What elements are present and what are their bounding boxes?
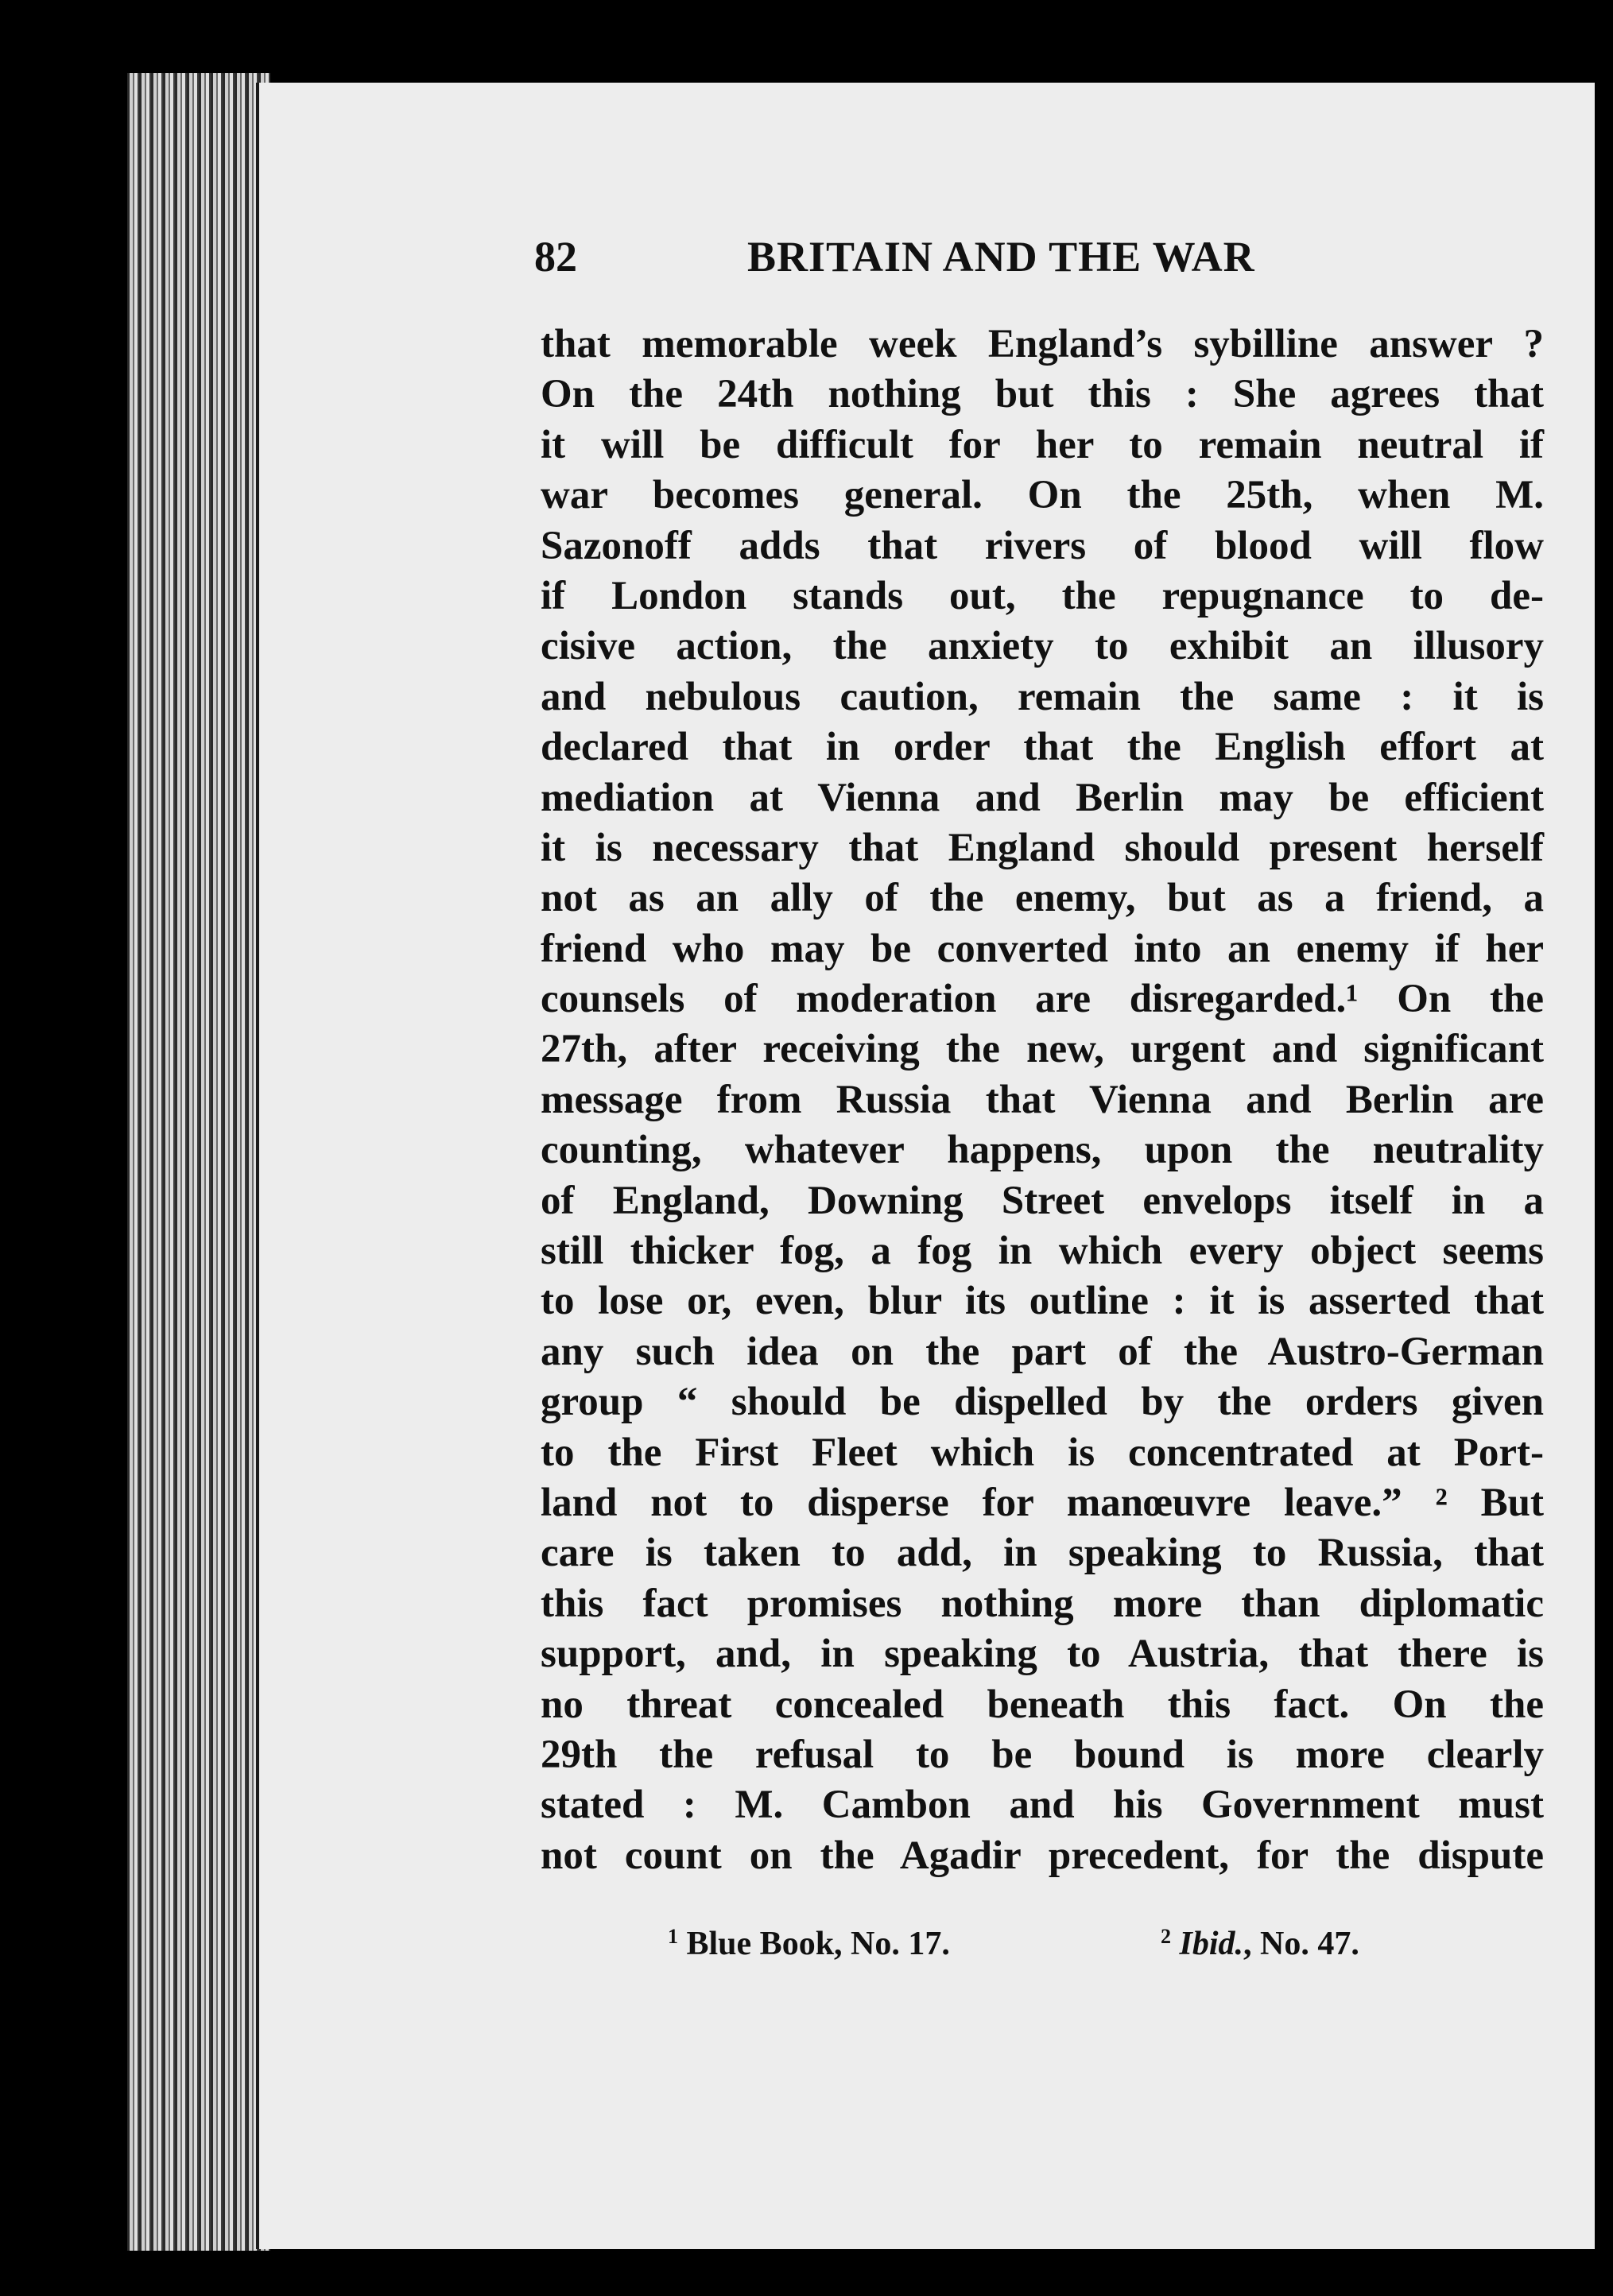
- text-line: and nebulous caution, remain the same : it is: [541, 674, 1544, 719]
- text-line: Sazonoff adds that rivers of blood will flow: [541, 523, 1544, 568]
- footnote-2-text: , No. 47.: [1243, 1926, 1359, 1962]
- footnote-2: [1161, 1925, 1359, 1963]
- page-edges: [127, 73, 270, 2251]
- text-line: declared that in order that the English effort at: [541, 725, 1544, 770]
- footnote-2-mark: 2: [1161, 1925, 1171, 1948]
- text-line: not count on the Agadir precedent, for the dispute: [541, 1833, 1544, 1878]
- text-line: not as an ally of the enemy, but as a friend, a: [541, 876, 1544, 921]
- footnote-1-text: Blue Book, No. 17.: [686, 1926, 950, 1962]
- text-line: no threat concealed beneath this fact. On the: [541, 1682, 1544, 1727]
- running-title: BRITAIN AND THE WAR: [747, 233, 1255, 281]
- footnote-1: [668, 1925, 950, 1963]
- text-line: care is taken to add, in speaking to Russia, that: [541, 1531, 1544, 1576]
- footnotes: [668, 1925, 1463, 1973]
- text-line: any such idea on the part of the Austro-German: [541, 1329, 1544, 1374]
- text-line: On the 24th nothing but this : She agrees that: [541, 372, 1544, 417]
- text-line: support, and, in speaking to Austria, that there is: [541, 1632, 1544, 1677]
- text-line: it is necessary that England should present herself: [541, 825, 1544, 870]
- text-line: that memorable week England’s sybilline answer ?: [541, 322, 1544, 366]
- text-line: it will be difficult for her to remain neutral if: [541, 422, 1544, 467]
- footnote-1-mark: 1: [668, 1925, 678, 1948]
- text-line: cisive action, the anxiety to exhibit an illusory: [541, 624, 1544, 669]
- text-line: war becomes general. On the 25th, when M.: [541, 473, 1544, 518]
- text-line: group “ should be dispelled by the orders given: [541, 1380, 1544, 1425]
- body-text: [541, 319, 1544, 1881]
- text-line: counting, whatever happens, upon the neutrality: [541, 1128, 1544, 1173]
- text-line: if London stands out, the repugnance to de-: [541, 573, 1544, 618]
- text-line: stated : M. Cambon and his Government must: [541, 1783, 1544, 1828]
- footnote-2-ibid: Ibid.: [1179, 1926, 1244, 1962]
- text-line: 27th, after receiving the new, urgent and significant: [541, 1027, 1544, 1072]
- page-number: 82: [534, 233, 577, 281]
- text-line: of England, Downing Street envelops itself in a: [541, 1178, 1544, 1223]
- running-head: [534, 232, 1544, 296]
- text-line: mediation at Vienna and Berlin may be efficient: [541, 775, 1544, 820]
- text-line: this fact promises nothing more than diplomatic: [541, 1581, 1544, 1626]
- text-line: to lose or, even, blur its outline : it is asserted that: [541, 1279, 1544, 1324]
- text-line: friend who may be converted into an enemy if her: [541, 926, 1544, 971]
- text-line: still thicker fog, a fog in which every object seems: [541, 1229, 1544, 1274]
- text-line: 29th the refusal to be bound is more clearly: [541, 1732, 1544, 1777]
- text-line: to the First Fleet which is concentrated at Port-: [541, 1430, 1544, 1475]
- text-line: land not to disperse for manœuvre leave.” ² But: [541, 1480, 1544, 1525]
- text-line: counsels of moderation are disregarded.¹ On the: [541, 977, 1544, 1022]
- text-line: message from Russia that Vienna and Berlin are: [541, 1077, 1544, 1122]
